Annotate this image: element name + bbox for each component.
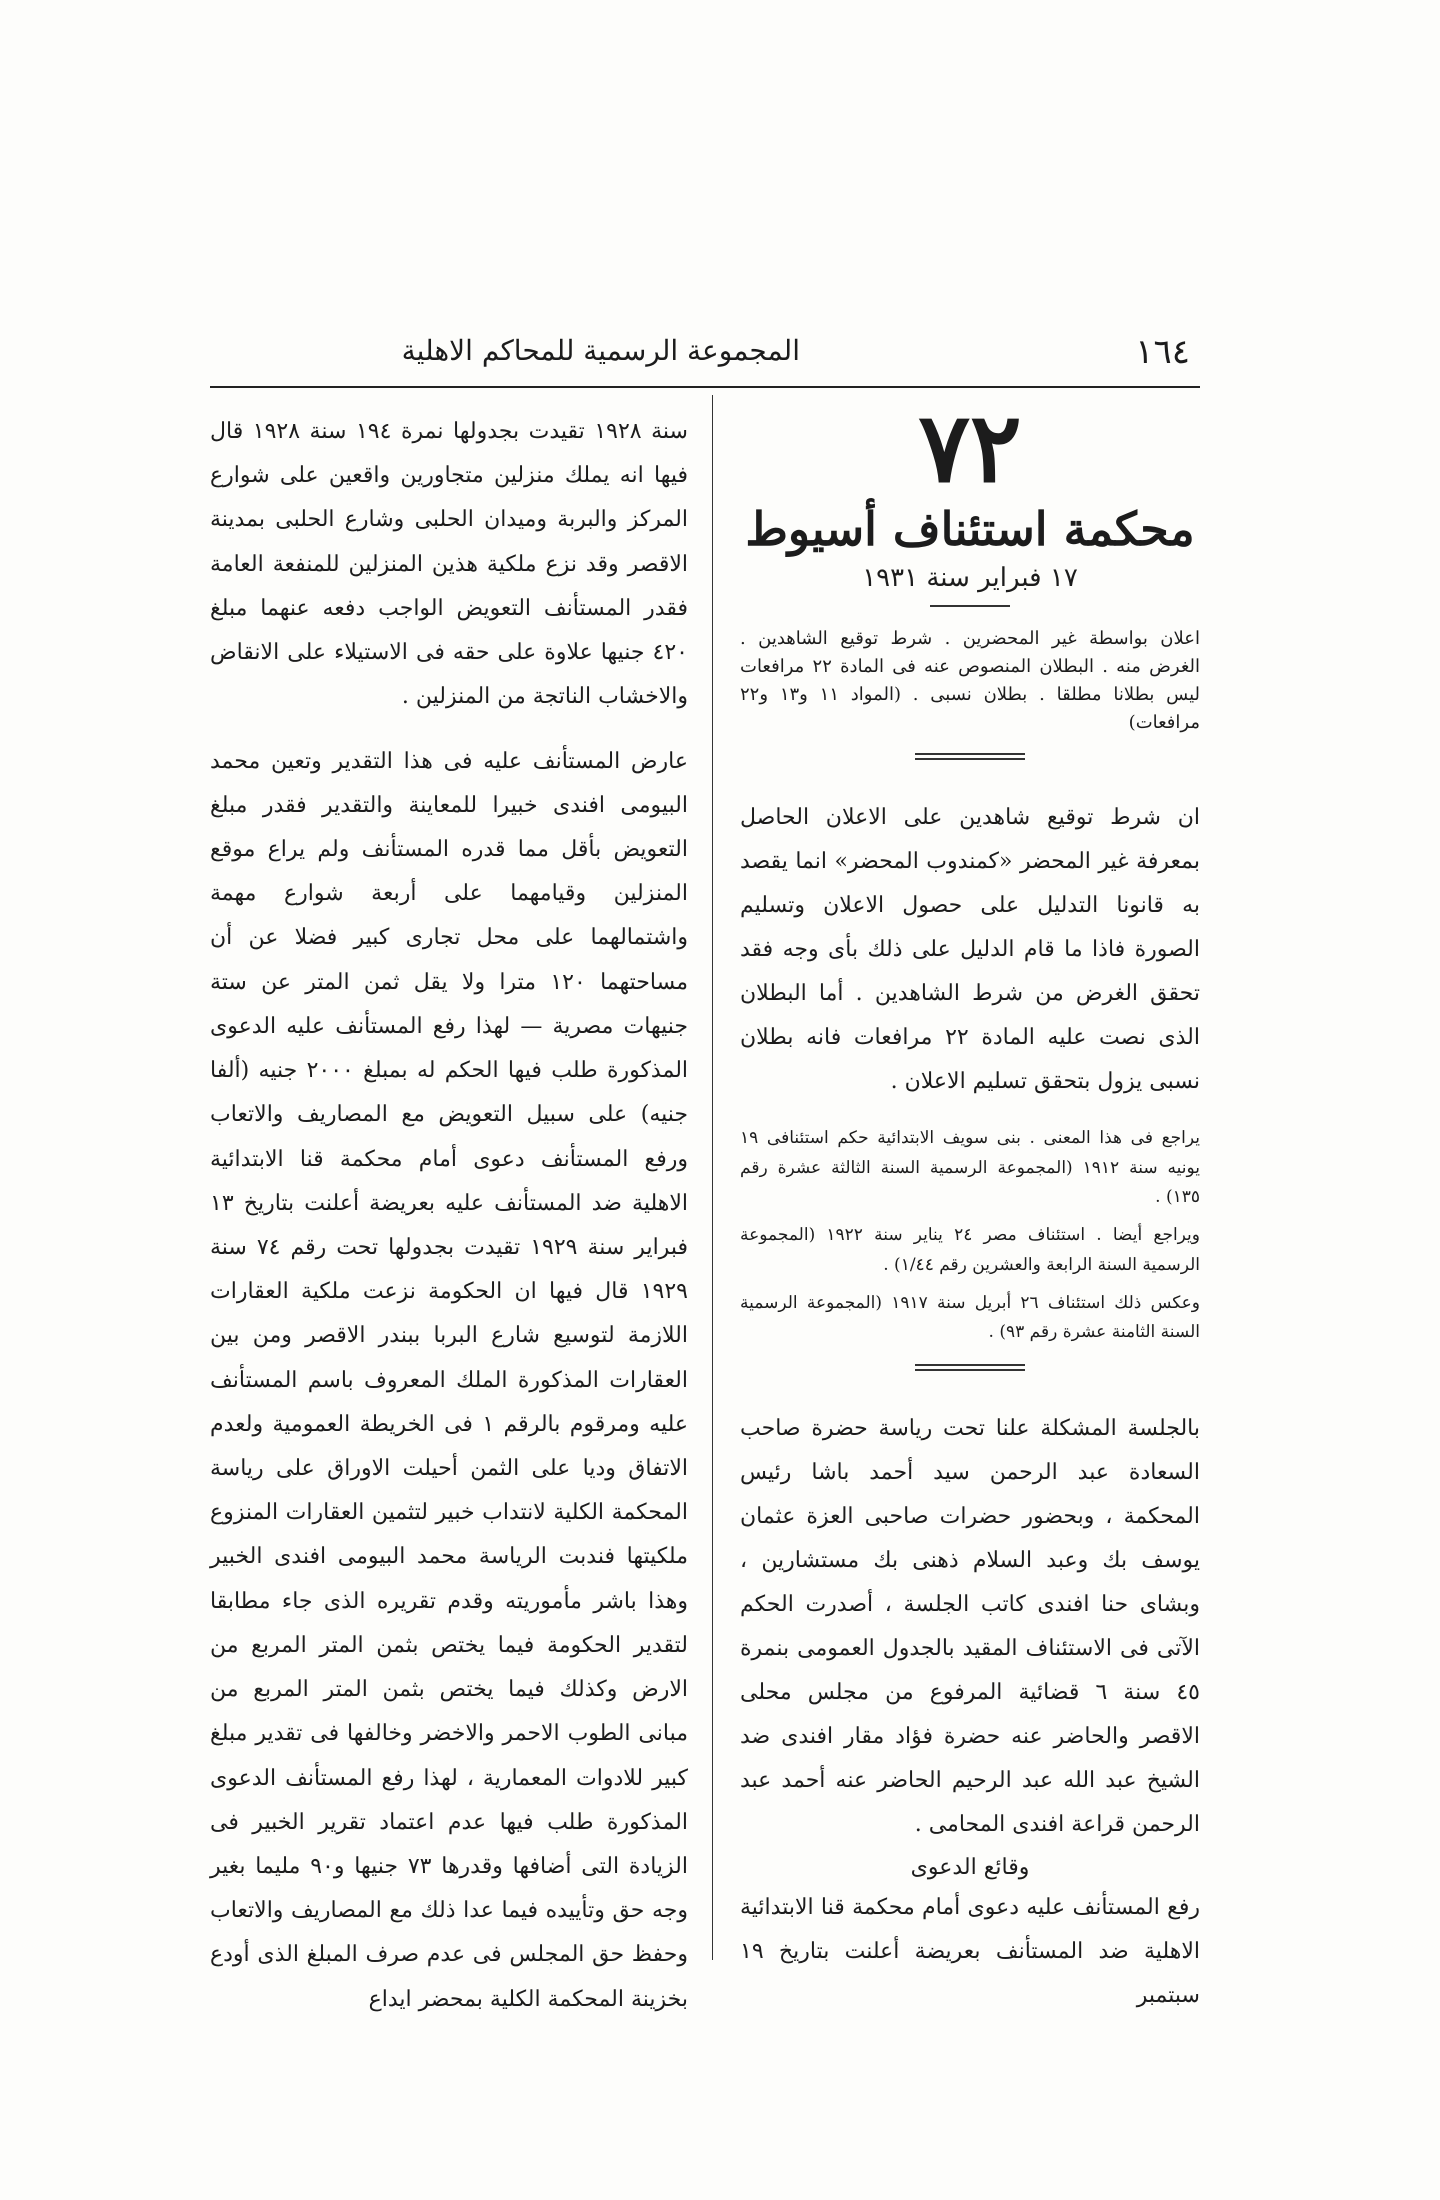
short-divider (930, 605, 1010, 607)
legal-principle: ان شرط توقيع شاهدين على الاعلان الحاصل بمعرفة غير المحضر «كمندوب المحضر» انما يقصد به قانونا التدليل على حصول الاعلان وتسليم الصورة فاذا ما قام الدليل على ذلك بأى وجه فقد تحقق الغرض من شرط الشاهدين . أما البطلان الذى نصت عليه المادة ٢٢ مرافعات فانه بطلان نسبى يزول بتحقق تسليم الاعلان . (740, 804, 1201, 1094)
reference-item: وعكس ذلك استئناف ٢٦ أبريل سنة ١٩١٧ (المجموعة الرسمية السنة الثامنة عشرة رقم ٩٣) . (740, 1292, 1200, 1343)
continued-paragraph: سنة ١٩٢٨ تقيدت بجدولها نمرة ١٩٤ سنة ١٩٢٨ قال فيها انه يملك منزلين متجاورين واقعين على شوارع المركز والبربة وميدان الحلبى وشارع الحلبى بمدينة الاقصر وقد نزع ملكية هذين المنزلين للمنفعة العامة فقدر المستأنف التعويض الواجب دفعه عنهما مبلغ ٤٢٠ جنيها علاوة على حقه فى الاستيلاء على الانقاض والاخشاب الناتجة من المنزلين . (210, 419, 688, 710)
references (740, 1124, 1200, 1348)
session-paragraph: بالجلسة المشكلة علنا تحت رياسة حضرة صاحب السعادة عبد الرحمن سيد أحمد باشا رئيس المحكمة ، وبحضور حضرات صاحبى العزة عثمان يوسف بك وعبد السلام ذهنى بك مستشارين ، وبشاى حنا افندى كاتب الجلسة ، أصدرت الحكم الآتى فى الاستئناف المقيد بالجدول العمومى بنمرة ٤٥ سنة ٦ قضائية المرفوع من مجلس محلى الاقصر والحاضر عنه حضرة فؤاد مقار افندى ضد الشيخ عبد الله عبد الرحيم الحاضر عنه أحمد عبد الرحمن قراعة افندى المحامى . (740, 1416, 1200, 1837)
case-summary: اعلان بواسطة غير المحضرين . شرط توقيع الشاهدين . الغرض منه . البطلان المنصوص عنه فى المادة ٢٢ مرافعات ليس بطلانا مطلقا . بطلان نسبى . (المواد ١١ و١٣ و٢٢ مرافعات) (740, 628, 1201, 733)
facts-heading: وقائع الدعوى (910, 1855, 1030, 1880)
case-number: ٧٢ (918, 391, 1022, 504)
judgment-date: ١٧ فبراير سنة ١٩٣١ (862, 563, 1078, 594)
reference-item: ويراجع أيضا . استئناف مصر ٢٤ يناير سنة ١٩٢٢ (المجموعة الرسمية السنة الرابعة والعشرين رقم ١/٤٤) . (740, 1225, 1201, 1275)
reference-item: يراجع فى هذا المعنى . بنى سويف الابتدائية حكم استئنافى ١٩ يونيه سنة ١٩١٢ (المجموعة الرسمية السنة الثالثة عشرة رقم ١٣٥) . (740, 1127, 1200, 1208)
column-divider (712, 395, 713, 1960)
double-divider (915, 1364, 1025, 1371)
facts-paragraph: رفع المستأنف عليه دعوى أمام محكمة قنا الابتدائية الاهلية ضد المستأنف بعريضة أعلنت بتاريخ ١٩ سبتمبر (740, 1895, 1200, 2008)
paragraph-gap (210, 720, 688, 740)
court-name: محكمة استئناف أسيوط (745, 502, 1195, 556)
page-header (210, 330, 1200, 386)
running-title: المجموعة الرسمية للمحاكم الاهلية (401, 334, 800, 367)
right-column (740, 391, 1201, 2018)
double-divider (915, 753, 1025, 760)
page-number: ١٦٤ (1135, 332, 1190, 372)
continued-paragraph: عارض المستأنف عليه فى هذا التقدير وتعين محمد البيومى افندى خبيرا للمعاينة والتقدير فقدر مبلغ التعويض بأقل مما قدره المستأنف ولم يراع موقع المنزلين وقيامهما على أربعة شوارع مهمة واشتمالهما على محل تجارى كبير فضلا عن أن مساحتهما ١٢٠ مترا ولا يقل ثمن المتر عن ستة جنيهات مصرية — لهذا رفع المستأنف عليه الدعوى المذكورة طلب فيها الحكم له بمبلغ ٢٠٠٠ جنيه (ألفا جنيه) على سبيل التعويض مع المصاريف والاتعاب ورفع المستأنف دعوى أمام محكمة قنا الابتدائية الاهلية ضد المستأنف عليه بعريضة أعلنت بتاريخ ١٣ فبراير سنة ١٩٢٩ تقيدت بجدولها تحت رقم ٧٤ سنة ١٩٢٩ قال فيها ان الحكومة نزعت ملكية العقارات اللازمة لتوسيع شارع البربا ببندر الاقصر ومن بين العقارات المذكورة الملك المعروف باسم المستأنف عليه ومرقوم بالرقم ١ فى الخريطة العمومية ولعدم الاتفاق وديا على الثمن أحيلت الاوراق على رياسة المحكمة الكلية لانتداب خبير لتثمين العقارات المنزوع ملكيتها فندبت الرياسة محمد البيومى افندى الخبير وهذا باشر مأموريته وقدم تقريره الذى جاء مطابقا لتقدير الحكومة فيما يختص بثمن المتر المربع من الارض وكذلك فيما يختص بثمن المتر المربع من مبانى الطوب الاحمر والاخضر وخالفها فى تقدير مبلغ كبير للادوات المعمارية ، لهذا رفع المستأنف الدعوى المذكورة طلب فيها عدم اعتماد تقرير الخبير فى الزيادة التى أضافها وقدرها ٧٣ جنيها و٩٠ مليما بغير وجه حق وتأييده فيما عدا ذلك مع المصاريف والاتعاب وحفظ حق المجلس فى عدم صرف المبلغ الذى أودع بخزينة المحكمة الكلية بمحضر ايداع (210, 748, 689, 2012)
header-rule (210, 386, 1200, 388)
left-column (210, 410, 688, 2022)
